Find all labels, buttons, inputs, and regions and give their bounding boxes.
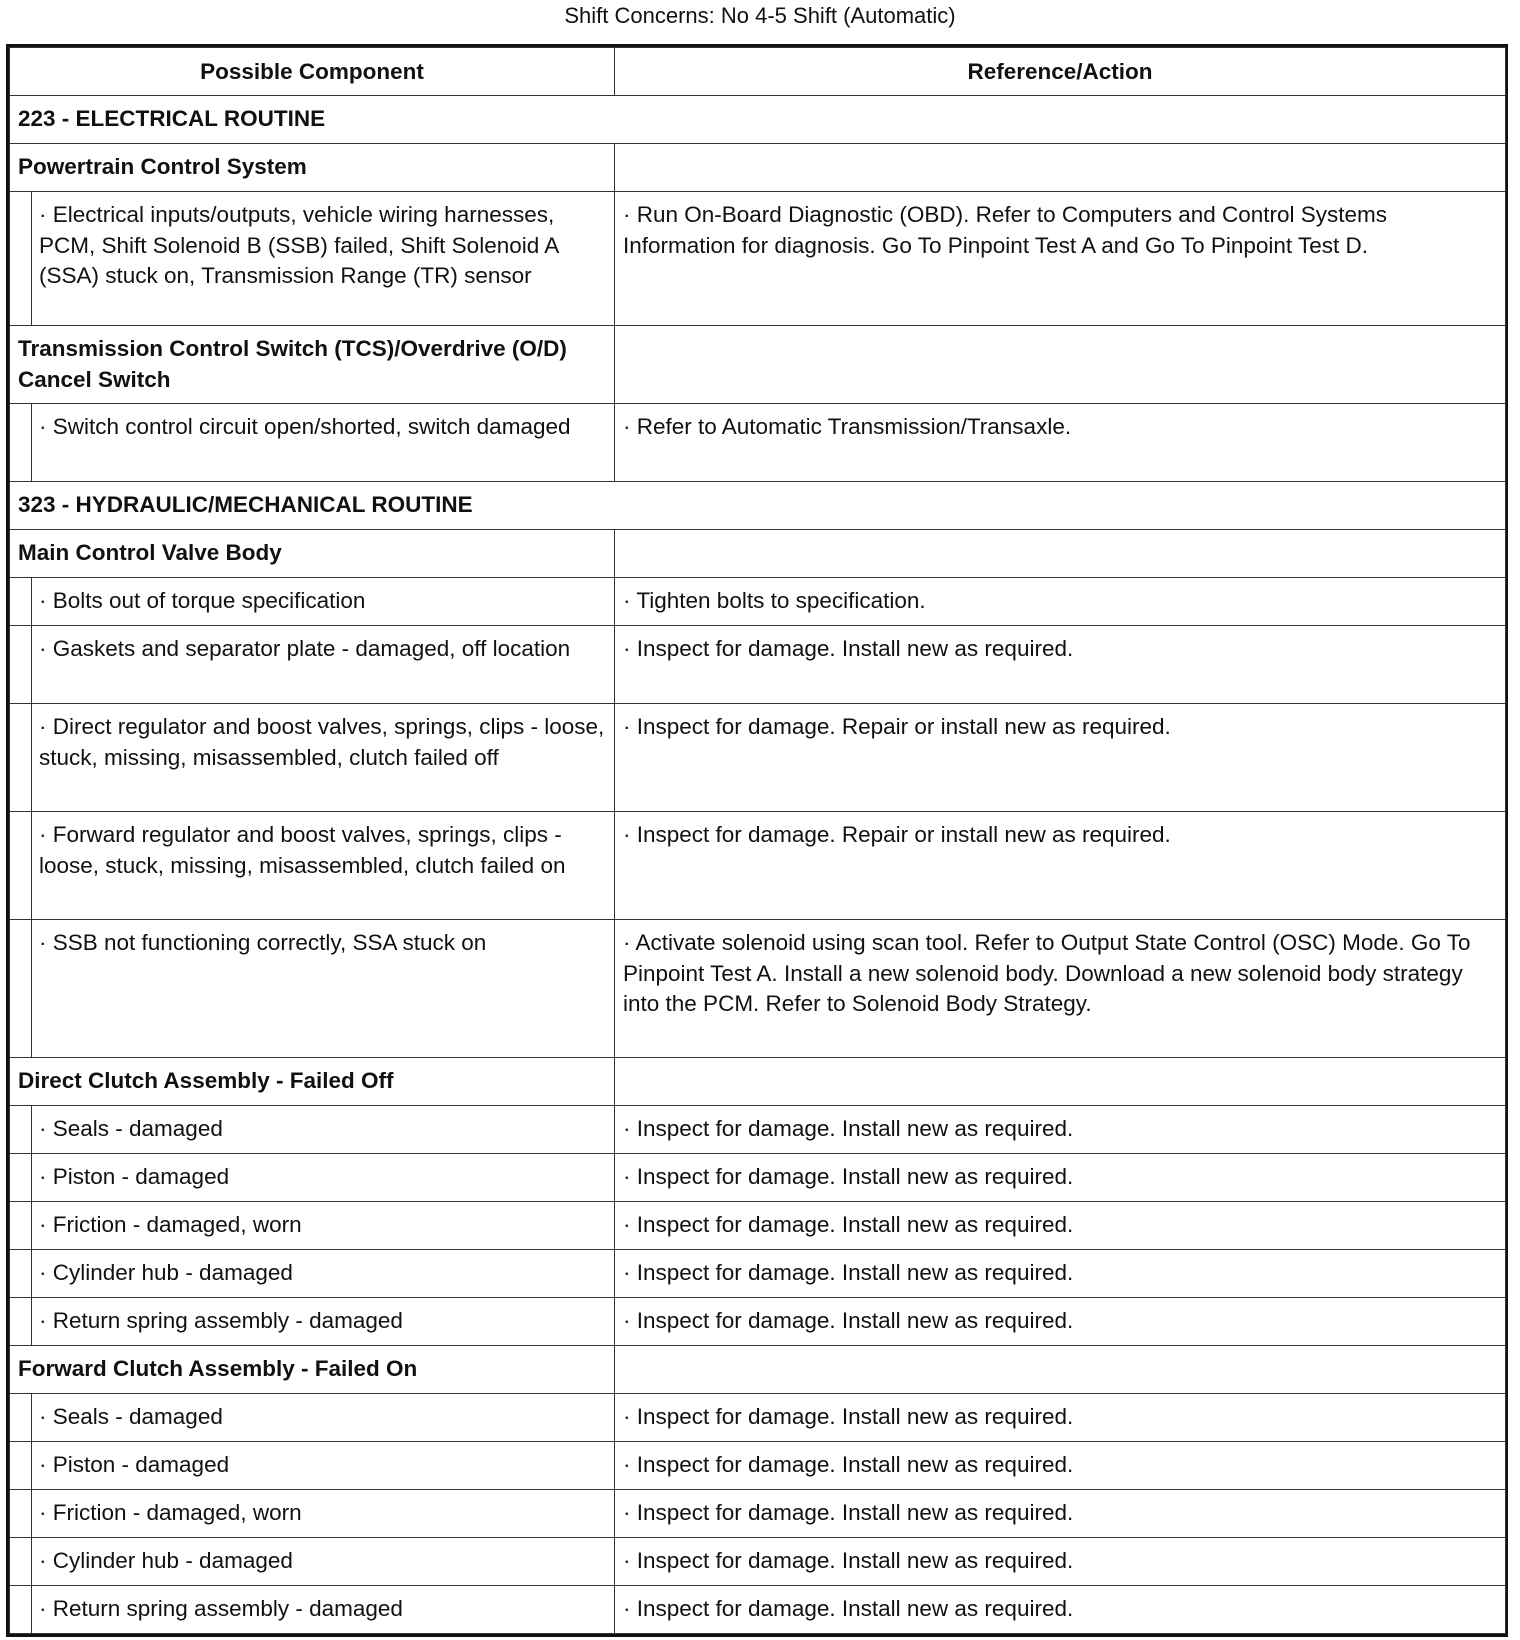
section-row	[10, 96, 1506, 144]
table-row	[10, 1586, 1506, 1634]
component-cell: · SSB not functioning correctly, SSA stuck on	[32, 920, 615, 1058]
action-cell: · Tighten bolts to specification.	[615, 578, 1506, 626]
category-powertrain-control-system: Powertrain Control System	[10, 144, 615, 192]
action-cell: · Inspect for damage. Install new as required.	[615, 1442, 1506, 1490]
table-row	[10, 626, 1506, 704]
component-cell: · Bolts out of torque specification	[32, 578, 615, 626]
category-transmission-control-switch: Transmission Control Switch (TCS)/Overdrive (O/D) Cancel Switch	[10, 326, 615, 404]
component-cell: · Cylinder hub - damaged	[32, 1538, 615, 1586]
component-cell: · Seals - damaged	[32, 1394, 615, 1442]
category-row	[10, 144, 1506, 192]
indent-cell	[10, 812, 32, 920]
action-cell: · Inspect for damage. Install new as required.	[615, 1586, 1506, 1634]
diagnostic-table-frame	[6, 44, 1508, 1637]
indent-cell	[10, 1106, 32, 1154]
action-cell: · Inspect for damage. Install new as required.	[615, 1298, 1506, 1346]
action-cell: · Inspect for damage. Install new as required.	[615, 1490, 1506, 1538]
table-row	[10, 1394, 1506, 1442]
component-cell: · Return spring assembly - damaged	[32, 1298, 615, 1346]
table-header-row	[10, 48, 1506, 96]
indent-cell	[10, 1394, 32, 1442]
category-direct-clutch-assembly: Direct Clutch Assembly - Failed Off	[10, 1058, 615, 1106]
table-row	[10, 192, 1506, 326]
header-possible-component: Possible Component	[10, 48, 615, 96]
table-row	[10, 704, 1506, 812]
indent-cell	[10, 1202, 32, 1250]
action-cell: · Refer to Automatic Transmission/Transaxle.	[615, 404, 1506, 482]
indent-cell	[10, 578, 32, 626]
section-electrical-routine: 223 - ELECTRICAL ROUTINE	[10, 96, 1506, 144]
table-row	[10, 404, 1506, 482]
category-row	[10, 1346, 1506, 1394]
action-cell: · Inspect for damage. Install new as required.	[615, 626, 1506, 704]
indent-cell	[10, 704, 32, 812]
action-cell: · Run On-Board Diagnostic (OBD). Refer to Computers and Control Systems Information for diagnosis. Go To Pinpoint Test A and Go To Pinpoint Test D.	[615, 192, 1506, 326]
table-row	[10, 1442, 1506, 1490]
component-cell: · Piston - damaged	[32, 1442, 615, 1490]
action-cell: · Inspect for damage. Install new as required.	[615, 1154, 1506, 1202]
table-row	[10, 1202, 1506, 1250]
category-main-control-valve-body: Main Control Valve Body	[10, 530, 615, 578]
component-cell: · Friction - damaged, worn	[32, 1202, 615, 1250]
section-row	[10, 482, 1506, 530]
component-cell: · Switch control circuit open/shorted, switch damaged	[32, 404, 615, 482]
table-row	[10, 920, 1506, 1058]
indent-cell	[10, 920, 32, 1058]
table-row	[10, 1106, 1506, 1154]
action-cell: · Inspect for damage. Install new as required.	[615, 1394, 1506, 1442]
category-action-empty	[615, 144, 1506, 192]
category-row	[10, 1058, 1506, 1106]
diagnostic-table	[9, 47, 1506, 1634]
category-action-empty	[615, 1346, 1506, 1394]
table-row	[10, 812, 1506, 920]
action-cell: · Activate solenoid using scan tool. Refer to Output State Control (OSC) Mode. Go To Pinpoint Test A. Install a new solenoid body. Download a new solenoid body strategy into the PCM. Refer to Solenoid Body Strategy.	[615, 920, 1506, 1058]
indent-cell	[10, 1154, 32, 1202]
indent-cell	[10, 1490, 32, 1538]
indent-cell	[10, 1586, 32, 1634]
category-action-empty	[615, 1058, 1506, 1106]
component-cell: · Gaskets and separator plate - damaged, off location	[32, 626, 615, 704]
table-row	[10, 1298, 1506, 1346]
action-cell: · Inspect for damage. Install new as required.	[615, 1250, 1506, 1298]
indent-cell	[10, 1250, 32, 1298]
action-cell: · Inspect for damage. Repair or install new as required.	[615, 812, 1506, 920]
action-cell: · Inspect for damage. Install new as required.	[615, 1202, 1506, 1250]
action-cell: · Inspect for damage. Install new as required.	[615, 1538, 1506, 1586]
section-hydraulic-mechanical-routine: 323 - HYDRAULIC/MECHANICAL ROUTINE	[10, 482, 1506, 530]
table-row	[10, 578, 1506, 626]
table-row	[10, 1250, 1506, 1298]
header-reference-action: Reference/Action	[615, 48, 1506, 96]
category-action-empty	[615, 530, 1506, 578]
component-cell: · Forward regulator and boost valves, springs, clips - loose, stuck, missing, misassembled, clutch failed on	[32, 812, 615, 920]
indent-cell	[10, 1442, 32, 1490]
component-cell: · Friction - damaged, worn	[32, 1490, 615, 1538]
component-cell: · Direct regulator and boost valves, springs, clips - loose, stuck, missing, misassembled, clutch failed off	[32, 704, 615, 812]
table-row	[10, 1154, 1506, 1202]
indent-cell	[10, 1538, 32, 1586]
category-forward-clutch-assembly: Forward Clutch Assembly - Failed On	[10, 1346, 615, 1394]
component-cell: · Piston - damaged	[32, 1154, 615, 1202]
component-cell: · Cylinder hub - damaged	[32, 1250, 615, 1298]
category-row	[10, 326, 1506, 404]
component-cell: · Electrical inputs/outputs, vehicle wiring harnesses, PCM, Shift Solenoid B (SSB) failed, Shift Solenoid A (SSA) stuck on, Transmission Range (TR) sensor	[32, 192, 615, 326]
component-cell: · Seals - damaged	[32, 1106, 615, 1154]
action-cell: · Inspect for damage. Repair or install new as required.	[615, 704, 1506, 812]
table-row	[10, 1538, 1506, 1586]
table-row	[10, 1490, 1506, 1538]
indent-cell	[10, 1298, 32, 1346]
indent-cell	[10, 626, 32, 704]
category-row	[10, 530, 1506, 578]
indent-cell	[10, 192, 32, 326]
action-cell: · Inspect for damage. Install new as required.	[615, 1106, 1506, 1154]
table-caption: Shift Concerns: No 4-5 Shift (Automatic)	[564, 3, 956, 28]
component-cell: · Return spring assembly - damaged	[32, 1586, 615, 1634]
category-action-empty	[615, 326, 1506, 404]
indent-cell	[10, 404, 32, 482]
